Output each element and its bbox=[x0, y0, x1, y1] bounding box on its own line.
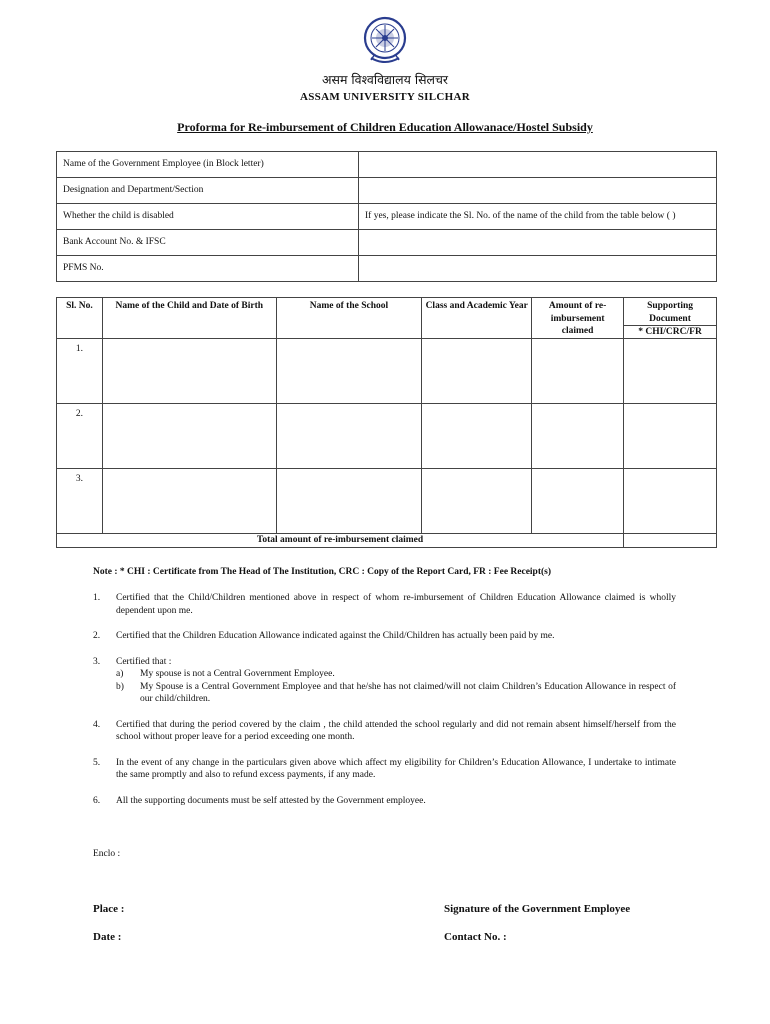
table-header-row bbox=[57, 298, 717, 339]
item-number: 2. bbox=[93, 631, 101, 641]
sub-item-text: My Spouse is a Central Government Employee and that he/she has not claimed/will not claim Children’s Education Allowance in respect of our child/children. bbox=[140, 681, 676, 704]
amount-cell[interactable] bbox=[532, 469, 624, 534]
document-cell[interactable] bbox=[624, 404, 717, 469]
sub-item-label: b) bbox=[116, 681, 124, 692]
pfms-label: PFMS No. bbox=[57, 256, 359, 282]
sub-list-item bbox=[93, 668, 676, 681]
disabled-child-field[interactable]: If yes, please indicate the Sl. No. of the name of the child from the table below ( ) bbox=[359, 204, 717, 230]
university-name-hindi: असम विश्वविद्यालय सिलचर bbox=[321, 72, 449, 87]
supporting-document-codes: * CHI/CRC/FR bbox=[624, 325, 716, 338]
child-name-header: Name of the Child and Date of Birth bbox=[102, 298, 276, 339]
item-number: 5. bbox=[93, 757, 101, 768]
info-row bbox=[57, 178, 717, 204]
list-item bbox=[93, 719, 676, 744]
list-item bbox=[93, 656, 676, 706]
school-name-cell[interactable] bbox=[276, 404, 422, 469]
item-number: 4. bbox=[93, 719, 101, 730]
university-name: ASSAM UNIVERSITY SILCHAR bbox=[300, 91, 470, 103]
school-name-cell[interactable] bbox=[276, 469, 422, 534]
sl-no-header: Sl. No. bbox=[57, 298, 103, 339]
place-label: Place : bbox=[93, 903, 125, 915]
info-row bbox=[57, 152, 717, 178]
contact-label: Contact No. : bbox=[444, 931, 507, 943]
designation-field[interactable] bbox=[359, 178, 717, 204]
employee-name-field[interactable] bbox=[359, 152, 717, 178]
bank-account-label: Bank Account No. & IFSC bbox=[57, 230, 359, 256]
designation-label: Designation and Department/Section bbox=[57, 178, 359, 204]
total-label: Total amount of re-imbursement claimed bbox=[57, 534, 624, 548]
sub-list-item bbox=[93, 681, 676, 706]
sl-no-cell: 2. bbox=[57, 404, 103, 469]
child-name-cell[interactable] bbox=[102, 404, 276, 469]
document-cell[interactable] bbox=[624, 339, 717, 404]
class-year-header: Class and Academic Year bbox=[422, 298, 532, 339]
item-text: Certified that the Children Education Allowance indicated against the Child/Children has actually been paid by me. bbox=[116, 631, 555, 641]
class-year-cell[interactable] bbox=[422, 404, 532, 469]
sub-item-text: My spouse is not a Central Government Employee. bbox=[140, 669, 335, 679]
item-number: 3. bbox=[93, 656, 101, 667]
sub-item-label: a) bbox=[116, 669, 124, 679]
children-table bbox=[56, 297, 717, 548]
amount-cell[interactable] bbox=[532, 339, 624, 404]
info-row bbox=[57, 204, 717, 230]
pfms-field[interactable] bbox=[359, 256, 717, 282]
table-row bbox=[57, 339, 717, 404]
employee-info-table bbox=[56, 151, 717, 282]
note-text: Note : * CHI : Certificate from The Head of The Institution, CRC : Copy of the Report Card, FR : Fee Receipt(s) bbox=[93, 567, 552, 577]
sl-no-cell: 1. bbox=[57, 339, 103, 404]
item-text: In the event of any change in the particulars given above which affect my eligibility for Children’s Education Allowance, I undertake to intimate the same promptly and also to refund excess payments, if any made. bbox=[116, 757, 676, 780]
item-text: Certified that : bbox=[116, 656, 172, 667]
list-item bbox=[93, 592, 676, 617]
item-text: Certified that during the period covered by the claim , the child attended the school regularly and did not remain absent himself/herself from the school without proper leave for a period exceeding one month. bbox=[116, 719, 676, 742]
document-cell[interactable] bbox=[624, 469, 717, 534]
amount-cell[interactable] bbox=[532, 404, 624, 469]
university-logo-icon bbox=[359, 14, 411, 66]
form-title: Proforma for Re-imbursement of Children Education Allowanace/Hostel Subsidy bbox=[177, 120, 593, 134]
total-amount-cell[interactable] bbox=[624, 534, 717, 548]
school-name-cell[interactable] bbox=[276, 339, 422, 404]
item-number: 1. bbox=[93, 593, 101, 603]
disabled-child-label: Whether the child is disabled bbox=[57, 204, 359, 230]
class-year-cell[interactable] bbox=[422, 469, 532, 534]
item-text: All the supporting documents must be self attested by the Government employee. bbox=[116, 795, 426, 806]
sl-no-cell: 3. bbox=[57, 469, 103, 534]
table-row bbox=[57, 404, 717, 469]
child-name-cell[interactable] bbox=[102, 469, 276, 534]
total-row bbox=[57, 534, 717, 548]
bank-account-field[interactable] bbox=[359, 230, 717, 256]
employee-name-label: Name of the Government Employee (in Block letter) bbox=[57, 152, 359, 178]
amount-header: Amount of re-imbursement claimed bbox=[532, 298, 624, 339]
list-item bbox=[93, 630, 676, 643]
signature-label: Signature of the Government Employee bbox=[444, 903, 631, 915]
date-label: Date : bbox=[93, 931, 122, 943]
item-number: 6. bbox=[93, 795, 101, 806]
info-row bbox=[57, 256, 717, 282]
school-name-header: Name of the School bbox=[276, 298, 422, 339]
declarations-list bbox=[93, 592, 676, 820]
table-row bbox=[57, 469, 717, 534]
enclosure-label: Enclo : bbox=[93, 849, 121, 859]
supporting-document-label: Supporting Document bbox=[647, 301, 693, 324]
item-text: Certified that the Child/Children mentioned above in respect of whom re-imbursement of Children Education Allowance claimed is wholly dependent upon me. bbox=[116, 593, 676, 616]
list-item bbox=[93, 795, 676, 808]
supporting-document-header bbox=[624, 298, 717, 339]
child-name-cell[interactable] bbox=[102, 339, 276, 404]
info-row bbox=[57, 230, 717, 256]
list-item bbox=[93, 757, 676, 782]
class-year-cell[interactable] bbox=[422, 339, 532, 404]
